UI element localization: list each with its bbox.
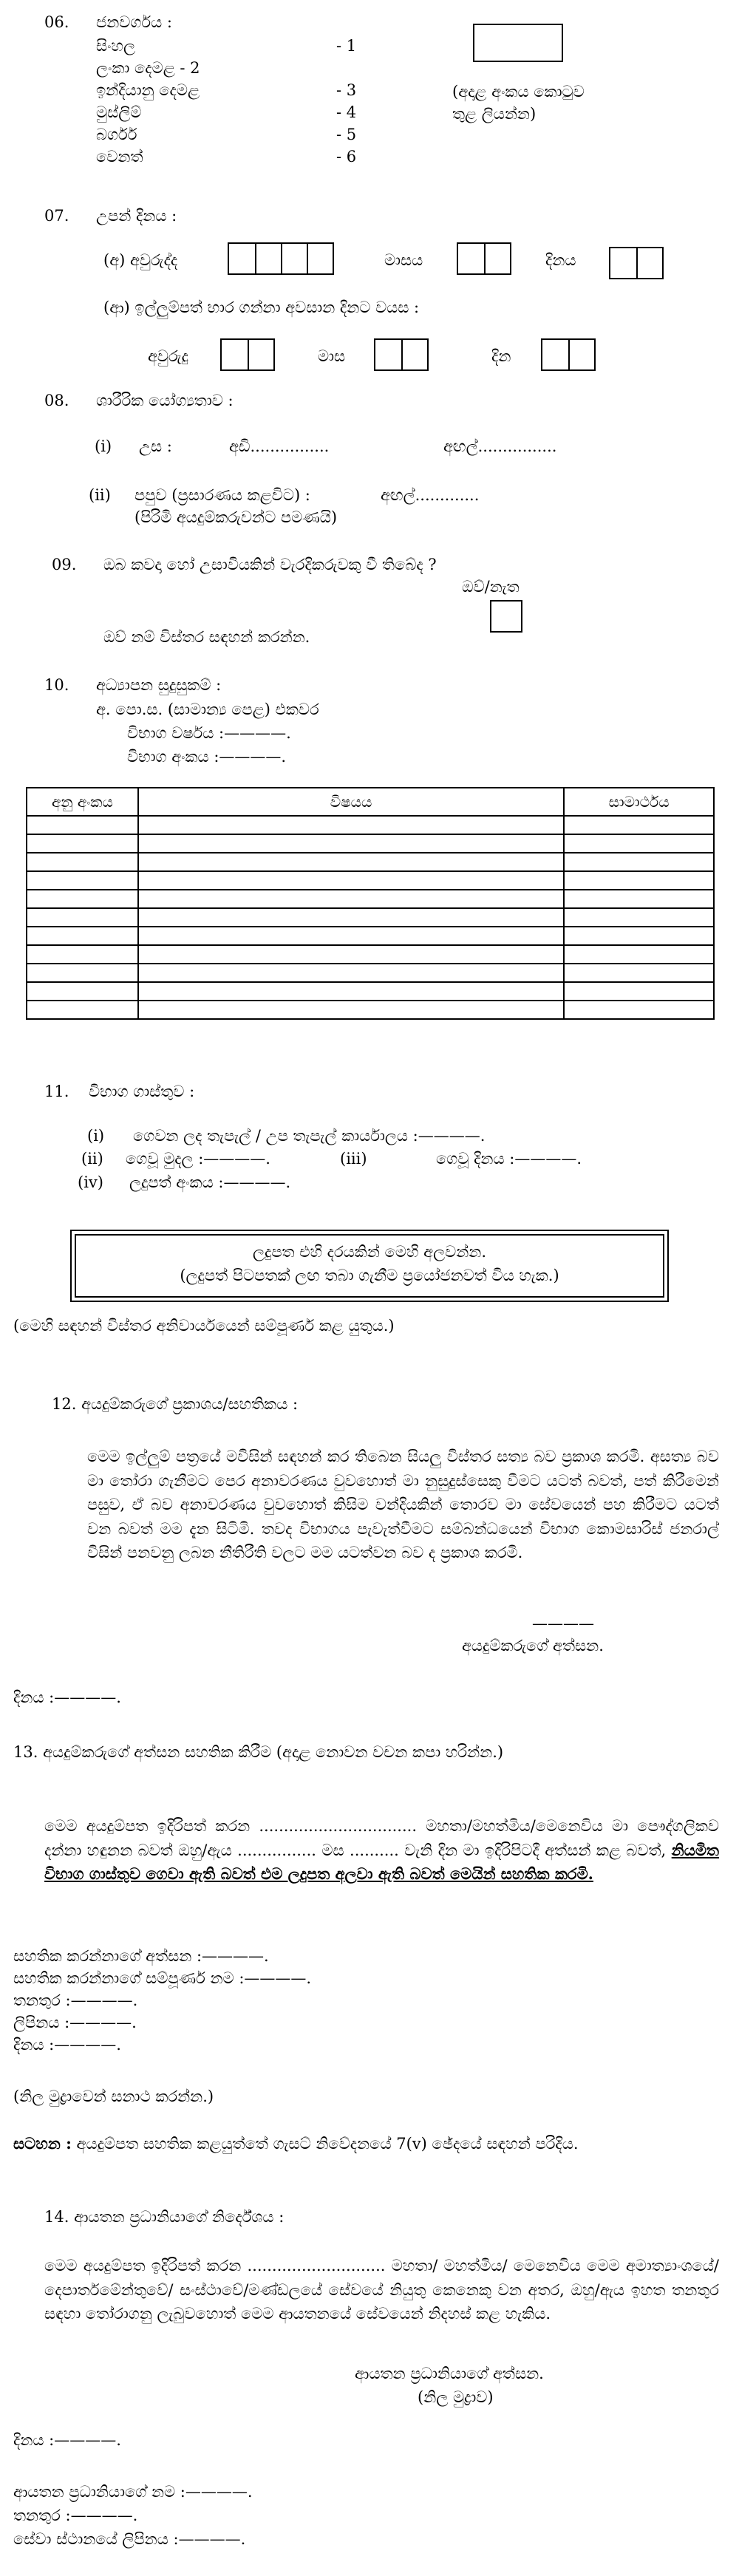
official-stamp-note: (නිල මුද්‍රාවෙන් සනාථ කරන්න.) [13, 2088, 214, 2105]
date-paid-field[interactable]: ගෙවූ දිනය :————. [436, 1150, 582, 1168]
results-table [26, 787, 715, 1020]
age-years-boxes[interactable] [220, 338, 275, 371]
section-11-title: විභාග ගාස්තුව : [89, 1083, 195, 1100]
table-row[interactable] [27, 945, 714, 964]
table-row[interactable] [27, 982, 714, 1001]
section-11-number: 11. [44, 1083, 69, 1100]
ethnicity-code: - 6 [336, 148, 357, 166]
ethnicity-code: - 4 [336, 103, 357, 121]
ethnicity-option: මුස්ලිම් [96, 103, 142, 121]
birth-day-label: දිනය [545, 251, 576, 269]
head-name-field[interactable]: ආයතන ප්‍රධානියාගේ නම :————. [13, 2483, 253, 2501]
birth-month-label: මාසය [384, 251, 423, 269]
receipt-copy-note: (ලදුපත් පිටපතක් ලඟ තබා ගැනීම ප්‍රයෝජනවත් විය හැක.) [180, 1267, 559, 1284]
section-08-number: 08. [44, 392, 69, 409]
certifier-signature-field[interactable]: සහතික කරන්නාගේ අත්සන :————. [13, 1947, 269, 1965]
table-header-row [27, 788, 714, 816]
section-12-title: 12. අයදුම්කරුගේ ප්‍රකාශය/සහතිකය : [52, 1395, 299, 1413]
age-days-boxes[interactable] [541, 338, 596, 371]
birth-year-boxes[interactable] [228, 242, 334, 275]
ethnicity-option: ඉන්දියානු දෙමළ [96, 81, 200, 99]
ethnicity-code: - 1 [336, 37, 357, 55]
age-months-label: මාස [318, 347, 346, 365]
ethnicity-code: - 5 [336, 126, 357, 143]
table-row[interactable] [27, 871, 714, 890]
table-row[interactable] [27, 908, 714, 927]
item-marker: (ii) [89, 486, 111, 504]
certifier-address-field[interactable]: ලිපිනය :————. [13, 2014, 137, 2031]
receipt-paste-box[interactable] [70, 1230, 669, 1302]
ethnicity-code: - 3 [336, 81, 357, 99]
attestation-text: මෙම අයදුම්පත ඉදිරිපත් කරන ................................ මහතා/මහත්මිය/මෙනෙවිය මා පෞද්ගලිකව දන්නා හඳුනන බවත් ඔහු/ඇය ................ මස .......... වැනි දින මා ඉදිරිපිටදී අත්සන් කළ බවත්, [44, 1817, 719, 1859]
conviction-details: ඔව් නම් විස්තර සඳහන් කරන්න. [103, 628, 310, 646]
height-label: උස : [139, 437, 172, 455]
height-inches-field[interactable]: අඟල්................ [443, 437, 557, 455]
table-row[interactable] [27, 816, 714, 834]
age-years-label: අවුරුදු [148, 347, 188, 365]
birth-day-boxes[interactable] [609, 247, 664, 279]
post-office-field[interactable]: ගෙවන ලද තැපැල් / උප තැපැල් කාර්යාලය :————. [133, 1127, 486, 1145]
amount-paid-field[interactable]: ගෙවූ මුදල :————. [126, 1150, 270, 1168]
item-marker: (i) [87, 1127, 105, 1145]
declaration-date-field[interactable]: දිනය :————. [13, 1689, 121, 1706]
ethnicity-option: වෙනත් [96, 148, 143, 166]
table-row[interactable] [27, 964, 714, 982]
item-marker: (i) [95, 437, 112, 455]
ethnicity-option: බර්ගර් [96, 126, 137, 143]
height-feet-field[interactable]: අඩි................ [229, 437, 330, 455]
conviction-question: ඔබ කවදා හෝ උසාවියකින් වැරදිකරුවකු වී තිබේද ? [103, 556, 437, 573]
signature-line[interactable]: ———— [532, 1615, 594, 1632]
col-result: සාමාර්ථය [564, 788, 714, 816]
ol-exam-label: අ. පො.ස. (සාමාන්‍ය පෙළ) එකවර [96, 701, 319, 718]
ethnicity-note: (අදාළ අංකය කොටුව [452, 83, 585, 100]
mandatory-note: (මෙහි සඳහන් විස්තර අනිවාර්යයෙන් සම්පූර්ණ කළ යුතුය.) [13, 1317, 395, 1335]
section-06-title: ජනවර්ගය : [96, 13, 172, 31]
declaration-paragraph: මෙම ඉල්ලුම් පත්‍රයේ මවිසින් සඳහන් කර තිබෙන සියලු විස්තර සත්‍ය බව ප්‍රකාශ කරමි. අසත්‍ය බව මා තෝරා ගැනීමට පෙර අනාවරණය වුවහොත් මා නුසුදුස්සෙකු වීමට යටත් බවත්, පත් කිරීමෙන් පසුව, ඒ බව අනාවරණය වුවහොත් කිසිම වන්දියකින් තොරව මා සේවයෙන් පහ කිරීමට යටත් වන බවත් මම දැන සිටිමි. තවද විභාගය පැවැත්වීමට සම්බන්ධයෙන් විභාග කොමසාරිස් ජනරාල් විසින් පනවනු ලබන නීතිරීති වලට මම යටත්වන බව ද ප්‍රකාශ කරමි. [87, 1448, 719, 1562]
col-serial: අනු අංකය [27, 788, 138, 816]
head-workplace-address-field[interactable]: සේවා ස්ථානයේ ලිපිනය :————. [13, 2530, 246, 2548]
col-subject: විෂයය [138, 788, 564, 816]
note-paragraph [13, 2132, 719, 2156]
table-row[interactable] [27, 890, 714, 908]
chest-label: පපුව (ප්‍රසාරණය කළවිට) : [134, 486, 310, 504]
certifier-date-field[interactable]: දිනය :————. [13, 2036, 121, 2054]
item-marker: (iii) [340, 1150, 367, 1168]
ethnicity-code-box[interactable] [473, 24, 563, 62]
birth-month-boxes[interactable] [457, 242, 511, 275]
section-08-title: ශාරීරික යෝග්‍යතාව : [96, 392, 234, 409]
yes-no-label: ඔව්/නැත [462, 578, 520, 596]
head-signature-label: ආයතන ප්‍රධානියාගේ අත්සන. [355, 2365, 544, 2382]
note-label: සටහන : [13, 2134, 72, 2153]
head-stamp-label: (නිල මුද්‍රාව) [418, 2388, 494, 2406]
table-row[interactable] [27, 1001, 714, 1019]
section-06-number: 06. [44, 13, 69, 31]
head-date-field[interactable]: දිනය :————. [13, 2431, 121, 2449]
age-question: (ආ) ඉල්ලුම්පත් භාර ගන්නා අවසාන දිනට වයස : [103, 299, 420, 316]
male-only-note: (පිරිමි අයදුම්කරුවන්ට පමණයි) [134, 508, 338, 526]
receipt-paste-note: ලදුපත එහි දරයකින් මෙහි අලවන්න. [252, 1243, 487, 1261]
chest-inches-field[interactable]: අඟල්............. [381, 486, 480, 504]
table-row[interactable] [27, 834, 714, 853]
ethnicity-note: තුළ ලියන්න) [452, 105, 537, 123]
section-13-title: 13. අයදුම්කරුගේ අත්සන සහතික කිරීම (අදාළ නොවන වචන කපා හරින්න.) [13, 1743, 504, 1761]
section-07-number: 07. [44, 207, 69, 225]
receipt-number-field[interactable]: ලදුපත් අංකය :————. [129, 1173, 291, 1191]
exam-year-field[interactable]: විභාග වර්ෂය :————. [127, 724, 291, 742]
section-10-title: අධ්‍යාපන සුදුසුකම් : [96, 676, 222, 694]
birth-year-label: (අ) අවුරුද්ද [103, 251, 178, 269]
age-days-label: දින [491, 347, 511, 365]
section-07-title: උපන් දිනය : [96, 207, 177, 225]
note-text: අයදුම්පත සහතික කළයුත්තේ ගැසට් නිවේදනයේ 7(v) ඡේදයේ සඳහන් පරිදිය. [76, 2135, 579, 2153]
item-marker: (ii) [81, 1150, 103, 1168]
head-designation-field[interactable]: තනතුර :————. [13, 2507, 138, 2524]
attestation-paragraph [44, 1814, 719, 1887]
ethnicity-option: ලංකා දෙමළ - 2 [96, 59, 200, 77]
ethnicity-option: සිංහල [96, 37, 135, 55]
section-09-number: 09. [52, 556, 77, 573]
recommendation-paragraph: මෙම අයදුම්පත ඉදිරිපත් කරන ............................ මහතා/ මහත්මිය/ මෙනෙවිය මෙම අමාත්‍යාංශයේ/ දෙපාර්තමේන්තුවේ/ සංස්ථාවේ/මණ්ඩලයේ සේවයේ නියුතු කෙනෙකු වන අතර, ඔහු/ඇය ඉහත තනතුර සඳහා තෝරාගනු ලැබුවහොත් මෙම ආයතනයේ සේවයෙන් නිදහස් කළ හැකිය. [44, 2257, 719, 2323]
yes-no-box[interactable] [490, 600, 522, 633]
item-marker: (iv) [78, 1173, 103, 1191]
table-row[interactable] [27, 853, 714, 871]
section-14-title: 14. ආයතන ප්‍රධානියාගේ නිර්දේශය : [44, 2208, 285, 2226]
section-10-number: 10. [44, 676, 69, 694]
certifier-name-field[interactable]: සහතික කරන්නාගේ සම්පූර්ණ නම :————. [13, 1969, 312, 1987]
age-months-boxes[interactable] [374, 338, 429, 371]
table-row[interactable] [27, 927, 714, 945]
applicant-signature-label: අයදුම්කරුගේ අත්සන. [462, 1637, 604, 1655]
attestation-underlined-text: නියමිත විභාග ගාස්තුව ගෙවා ඇති බවත් එම ලදුපත අලවා ඇති බවත් මෙයින් සහතික කරමි. [44, 1840, 719, 1884]
exam-number-field[interactable]: විභාග අංකය :————. [127, 748, 287, 766]
certifier-designation-field[interactable]: තනතුර :————. [13, 1991, 138, 2009]
